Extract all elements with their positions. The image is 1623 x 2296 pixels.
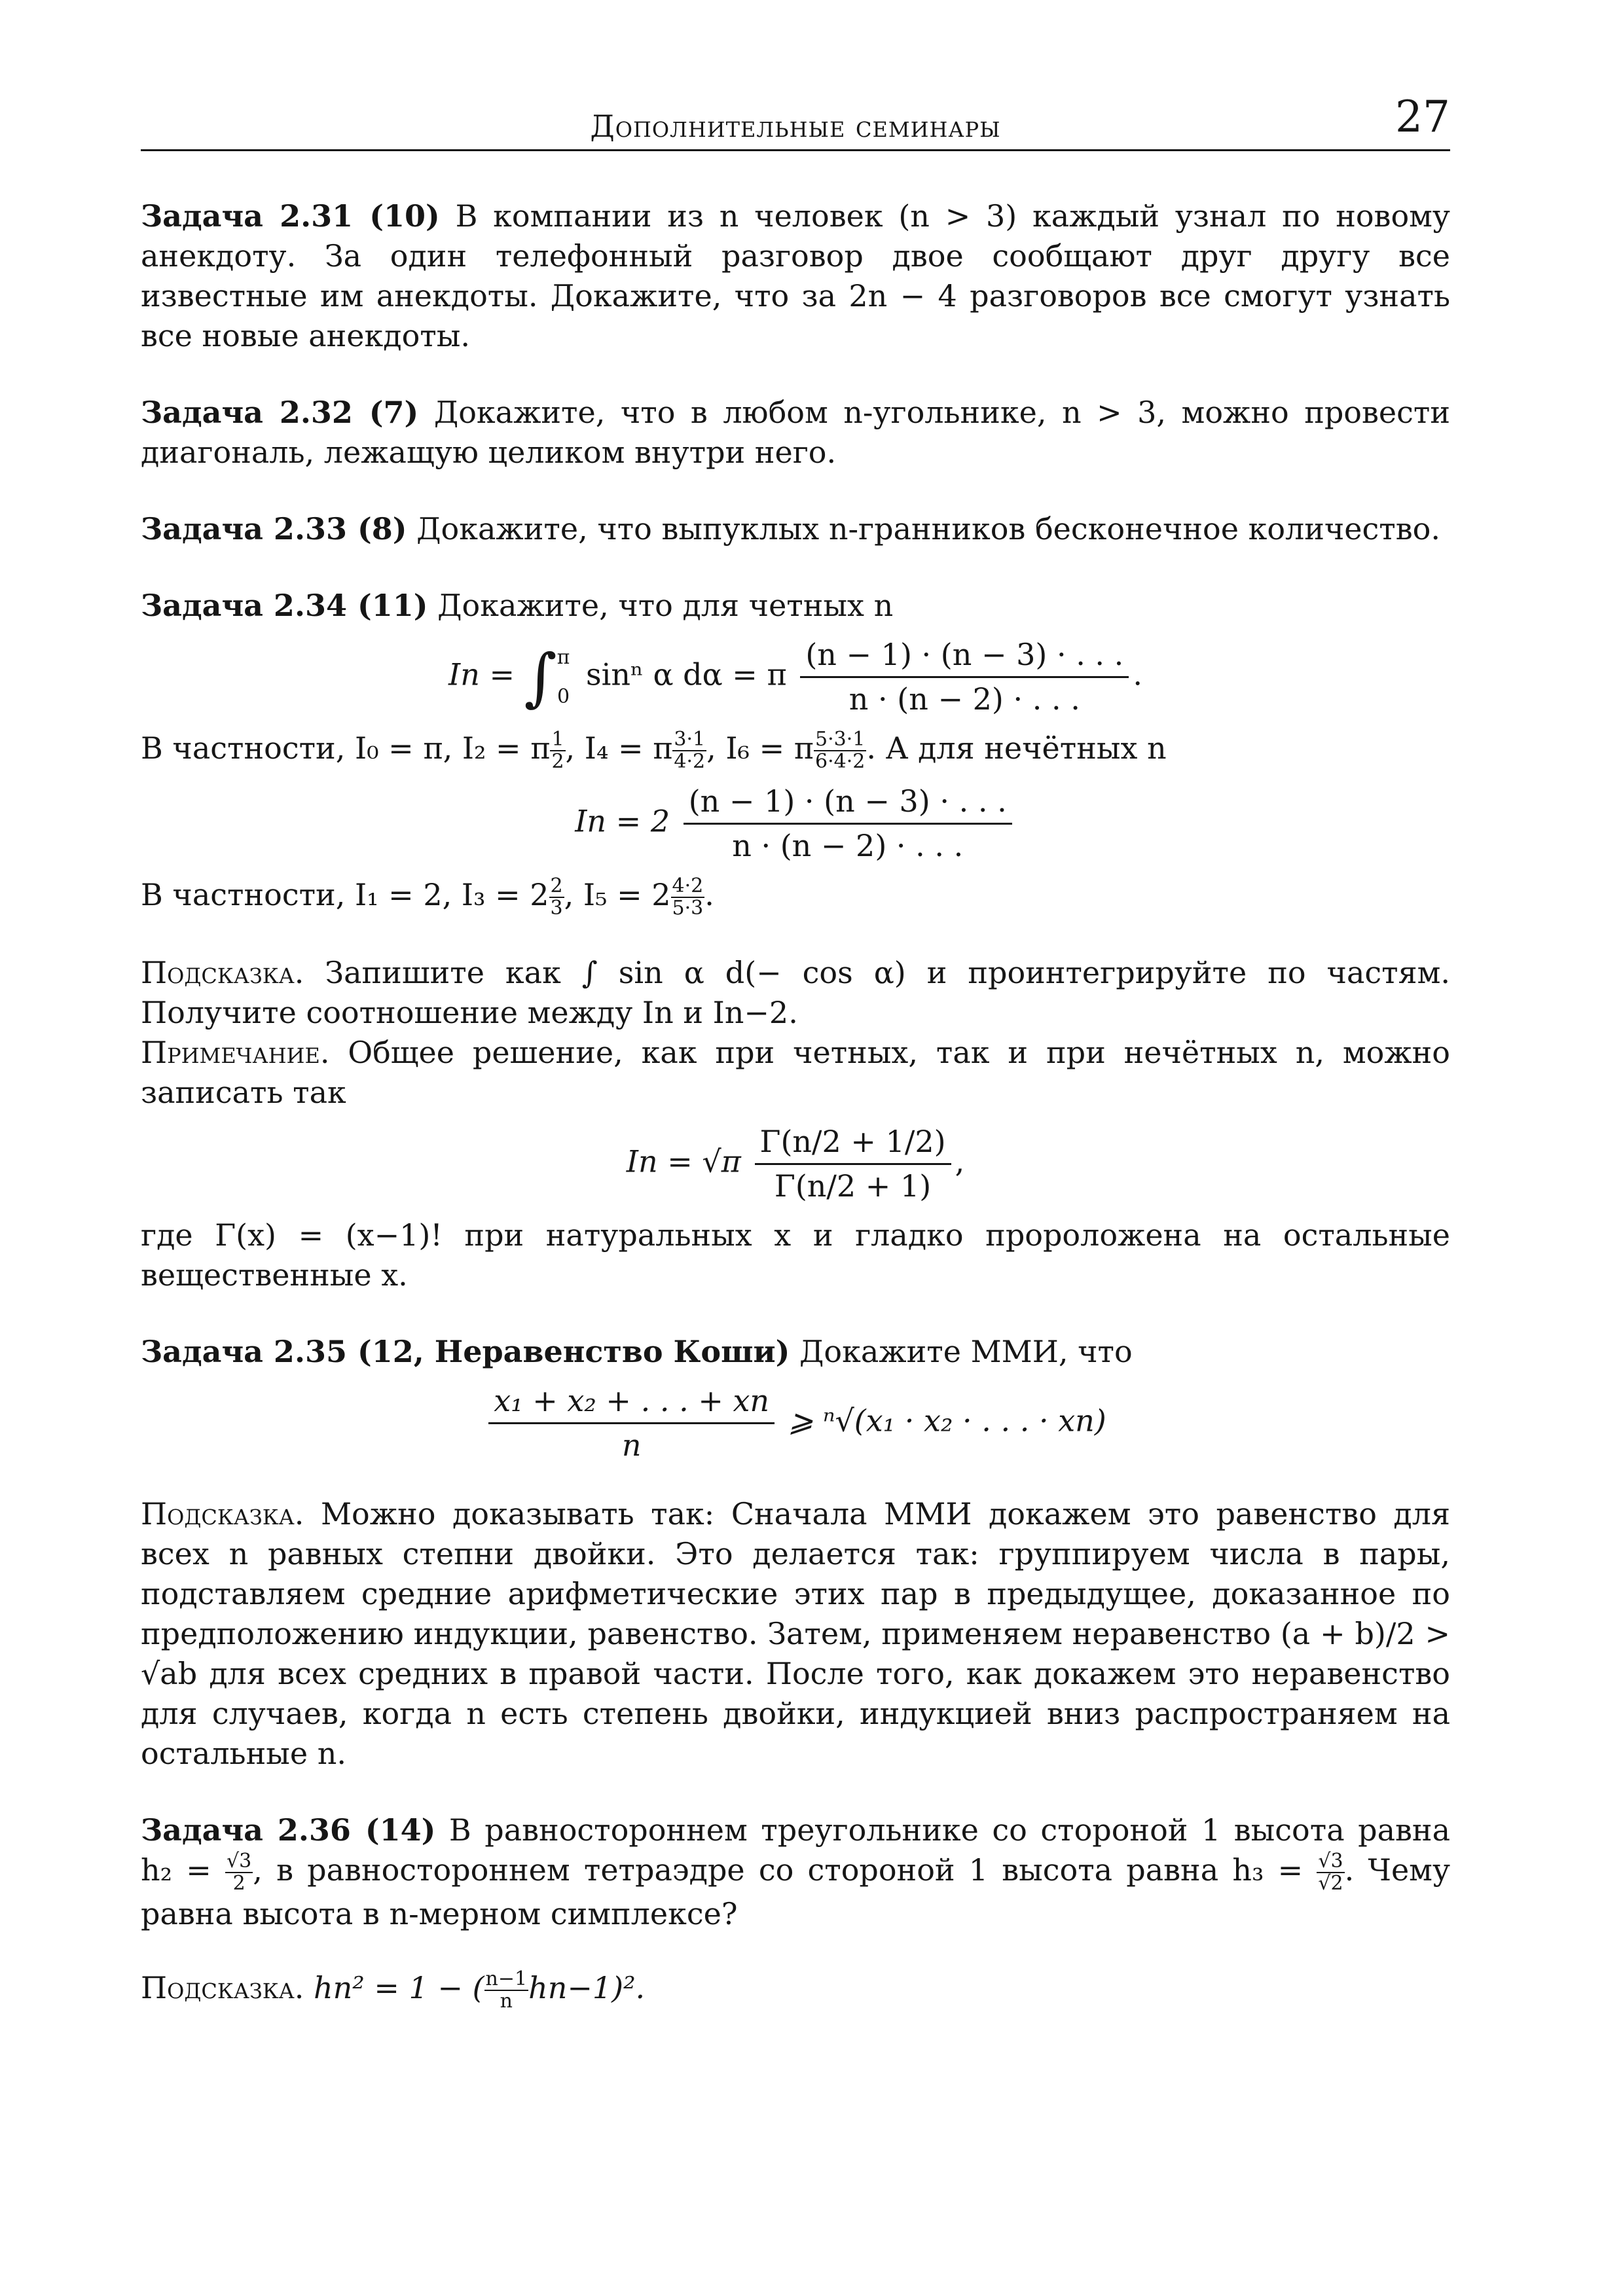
denominator: 2	[551, 750, 564, 773]
page-body	[141, 196, 1450, 2049]
denominator: 3	[550, 897, 563, 920]
even-special-cases	[141, 728, 1450, 772]
running-title: Дополнительные семинары	[590, 109, 1001, 144]
upper-limit: π	[556, 645, 570, 669]
denominator: √2	[1318, 1872, 1343, 1895]
fraction	[550, 729, 565, 772]
formula-lhs: In = √π	[626, 1143, 741, 1179]
text-run: .	[704, 877, 714, 912]
denominator: n · (n − 2) · . . .	[848, 681, 1080, 717]
note-label: Примечание.	[141, 1035, 330, 1070]
numerator: 3·1	[674, 728, 706, 751]
problem-label: Задача 2.34 (11)	[141, 588, 428, 623]
note	[141, 1033, 1450, 1113]
integral-sign: ∫	[524, 640, 557, 714]
fraction	[684, 781, 1012, 866]
hint	[141, 1968, 1450, 2012]
hint-text: Запишите как ∫ sin α d(− cos α) и проинтегрируйте по частям. Получите соотношение между In и In−2.	[141, 955, 1451, 1030]
denominator: Γ(n/2 + 1)	[774, 1168, 932, 1204]
problem-label: Задача 2.35 (12, Неравенство Коши)	[141, 1334, 790, 1369]
formula-end: ,	[955, 1143, 965, 1179]
spacer	[141, 919, 1450, 953]
hint-label: Подсказка.	[141, 1496, 304, 1532]
problem-label: Задача 2.33 (8)	[141, 511, 407, 547]
problem-text: Докажите, что для четных n	[437, 588, 894, 623]
problem-text: Докажите, что выпуклых n-гранников бесконечное количество.	[416, 511, 1440, 547]
page-number: 27	[1395, 92, 1450, 142]
problem-2-33	[141, 509, 1450, 549]
hint-label: Подсказка.	[141, 1970, 304, 2005]
formula-lhs: In = 2	[575, 803, 670, 839]
hint-label: Подсказка.	[141, 955, 304, 990]
fraction	[1317, 1851, 1344, 1894]
numerator: 4·2	[672, 874, 704, 897]
fraction	[484, 1969, 529, 2012]
numerator: (n − 1) · (n − 3) · . . .	[800, 635, 1129, 678]
text-run: В равностороннем треугольнике со стороной 1 высота равна h₂ =	[141, 1812, 1451, 1888]
problem-label: Задача 2.36 (14)	[141, 1812, 436, 1848]
denominator: 2	[232, 1872, 246, 1895]
fraction	[488, 1381, 775, 1465]
text-run: , I₅ = 2	[564, 877, 671, 912]
page-header	[141, 92, 1450, 151]
denominator: 4·2	[674, 750, 706, 773]
formula-integral-even	[141, 635, 1450, 719]
denominator: n	[621, 1427, 642, 1463]
text-run: В частности, I₁ = 2, I₃ = 2	[141, 877, 549, 912]
text-run: . Чему равна высота в n-мерном симплексе?	[141, 1852, 1451, 1931]
problem-text: В компании из n человек (n > 3) каждый узнал по новому анекдоту. За один телефонный разговор двое сообщают друг другу все известные им анекдоты. Докажите, что за 2n − 4 разговоров все смогут узнать все новые анекдоты.	[141, 198, 1450, 353]
gamma-definition: где Γ(x) = (x−1)! при натуральных x и гладко пророложена на остальные вещественные x.	[141, 1217, 1450, 1293]
text-run: , I₆ = π	[706, 730, 814, 766]
fraction	[800, 635, 1129, 719]
problem-text: Докажите ММИ, что	[799, 1334, 1133, 1369]
hint-text: Можно доказывать так: Сначала ММИ докажем это равенство для всех n равных степни двойки. Это делается так: группируем числа в пары, подставляем средние арифметические этих пар в предыдущее, доказанное по предположению индукции, равенство. Затем, применяем неравенство (a + b)/2 > √ab для всех средних в правой части. После того, как докажем это неравенство для случаев, когда n есть степень двойки, индукцией вниз распространяем на остальные n.	[141, 1496, 1450, 1771]
integral-limits	[557, 638, 570, 717]
numerator: √3	[227, 1850, 252, 1873]
text-run: , в равностороннем тетраэдре со стороной 1 высота равна h₃ =	[253, 1852, 1304, 1888]
text-run: hn² = 1 − (	[314, 1970, 484, 2005]
formula-cauchy	[141, 1381, 1450, 1465]
formula-gamma	[141, 1122, 1450, 1206]
hint	[141, 1494, 1450, 1774]
numerator: x₁ + x₂ + . . . + xn	[488, 1381, 775, 1424]
spacer	[141, 1934, 1450, 1968]
problem-2-34	[141, 586, 1450, 1295]
integrand: sinⁿ α dα = π	[586, 656, 787, 692]
problem-label: Задача 2.32 (7)	[141, 395, 419, 430]
formula-rhs: ⩾ ⁿ√(x₁ · x₂ · . . . · xn)	[788, 1403, 1106, 1439]
fraction	[671, 876, 705, 919]
numerator: 2	[550, 874, 563, 897]
numerator: (n − 1) · (n − 3) · . . .	[684, 781, 1012, 825]
numerator: 1	[551, 728, 564, 751]
spacer	[141, 1475, 1450, 1494]
fraction	[225, 1851, 253, 1894]
numerator: n−1	[485, 1967, 528, 1990]
lower-limit: 0	[556, 685, 570, 708]
formula-lhs: In =	[448, 656, 515, 692]
denominator: 6·4·2	[815, 750, 866, 773]
formula-odd	[141, 781, 1450, 866]
formula-end: .	[1133, 656, 1142, 692]
numerator: √3	[1318, 1850, 1343, 1873]
problem-2-32	[141, 393, 1450, 473]
odd-special-cases	[141, 875, 1450, 919]
text-run: В частности, I₀ = π, I₂ = π	[141, 730, 551, 766]
problem-statement	[141, 1332, 1450, 1372]
fraction	[814, 729, 866, 772]
problem-statement	[141, 1810, 1450, 1934]
text-run: , I₄ = π	[565, 730, 673, 766]
note-text: Общее решение, как при четных, так и при нечётных n, можно записать так	[141, 1035, 1450, 1110]
numerator: 5·3·1	[815, 728, 866, 751]
denominator: 5·3	[672, 897, 704, 920]
denominator: n	[500, 1990, 513, 2013]
hint	[141, 953, 1450, 1033]
fraction	[672, 729, 706, 772]
fraction	[549, 876, 564, 919]
text-run: hn−1)².	[528, 1970, 646, 2005]
problem-2-31	[141, 196, 1450, 356]
denominator: n · (n − 2) · . . .	[732, 828, 964, 863]
text-run: . А для нечётных n	[866, 730, 1167, 766]
fraction	[755, 1122, 951, 1206]
problem-label: Задача 2.31 (10)	[141, 198, 440, 234]
problem-2-35	[141, 1332, 1450, 1774]
numerator: Γ(n/2 + 1/2)	[755, 1122, 951, 1165]
problem-statement	[141, 586, 1450, 626]
problem-text: Докажите, что в любом n-угольнике, n > 3, можно провести диагональ, лежащую целиком внутри него.	[141, 395, 1450, 470]
problem-2-36	[141, 1810, 1450, 2012]
